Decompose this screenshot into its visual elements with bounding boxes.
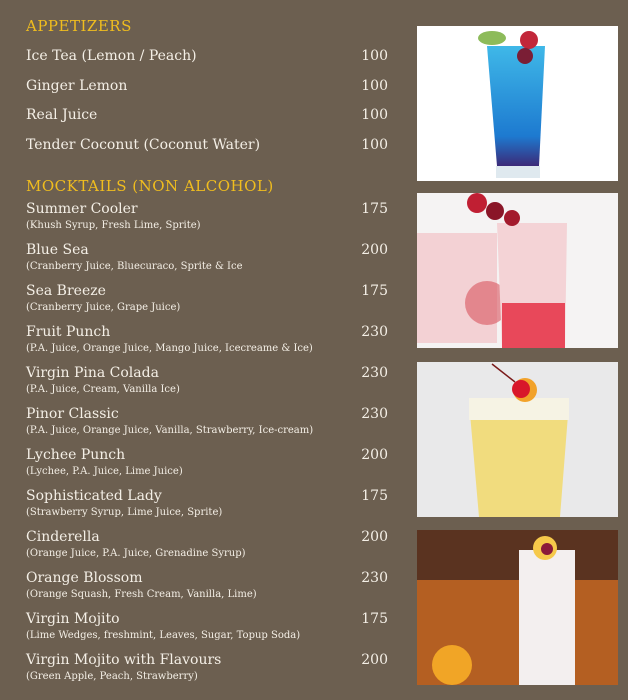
- item-price: 100: [361, 77, 388, 94]
- item-name: Cinderella: [26, 529, 100, 545]
- item-name: Virgin Mojito: [26, 611, 120, 627]
- item-price: 100: [361, 107, 388, 123]
- appetizers-heading: APPETIZERS: [26, 17, 132, 35]
- item-description: (Khush Syrup, Fresh Lime, Sprite): [26, 220, 201, 231]
- item-name: Ice Tea (Lemon / Peach): [26, 48, 197, 64]
- mocktails-heading: MOCKTAILS (NON ALCOHOL): [26, 177, 274, 195]
- item-description: (Cranberry Juice, Bluecuraco, Sprite & Ice: [26, 261, 243, 272]
- item-price: 175: [361, 201, 388, 217]
- item-price: 175: [361, 488, 388, 504]
- menu-item: [26, 242, 388, 273]
- item-name: Tender Coconut (Coconut Water): [26, 136, 261, 153]
- menu-item: [26, 283, 388, 314]
- item-description: (Orange Squash, Fresh Cream, Vanilla, Lime): [26, 589, 257, 600]
- item-description: (Lychee, P.A. Juice, Lime Juice): [26, 466, 183, 477]
- blue-drink-photo: [417, 26, 618, 181]
- menu-item: [26, 529, 388, 560]
- menu-item: [26, 324, 388, 355]
- item-name: Lychee Punch: [26, 447, 126, 463]
- menu-item: [26, 365, 388, 396]
- menu-item: [26, 201, 388, 232]
- item-price: 230: [361, 406, 388, 422]
- item-description: (Cranberry Juice, Grape Juice): [26, 302, 181, 313]
- item-name: Summer Cooler: [26, 201, 138, 217]
- menu-item: [26, 447, 388, 478]
- item-name: Pinor Classic: [26, 406, 119, 422]
- menu-item: [26, 611, 388, 642]
- item-price: 230: [361, 324, 388, 340]
- menu-item: [26, 48, 388, 65]
- item-description: (Orange Juice, P.A. Juice, Grenadine Syrup): [26, 548, 246, 559]
- item-name: Orange Blossom: [26, 570, 143, 586]
- item-name: Real Juice: [26, 107, 98, 123]
- item-price: 200: [361, 242, 388, 258]
- item-name: Virgin Pina Colada: [26, 365, 159, 381]
- item-description: (P.A. Juice, Orange Juice, Vanilla, Strawberry, Ice-cream): [26, 425, 314, 436]
- menu-item: [26, 78, 388, 95]
- item-description: (P.A. Juice, Orange Juice, Mango Juice, Icecreame & Ice): [26, 343, 313, 354]
- item-price: 230: [361, 570, 388, 586]
- item-name: Sophisticated Lady: [26, 488, 162, 504]
- menu-item: [26, 137, 388, 154]
- red-drink-photo: [417, 193, 618, 348]
- item-price: 175: [361, 283, 388, 299]
- item-price: 100: [361, 48, 388, 64]
- item-description: (P.A. Juice, Cream, Vanilla Ice): [26, 384, 180, 395]
- menu-item: [26, 488, 388, 519]
- item-name: Ginger Lemon: [26, 77, 128, 94]
- item-price: 200: [361, 447, 388, 463]
- menu-item: [26, 570, 388, 601]
- item-price: 200: [361, 652, 388, 668]
- item-description: (Lime Wedges, freshmint, Leaves, Sugar, Topup Soda): [26, 630, 301, 641]
- yellow-drink-photo: [417, 362, 618, 517]
- item-name: Fruit Punch: [26, 324, 111, 340]
- item-price: 100: [361, 136, 388, 153]
- item-price: 200: [361, 529, 388, 545]
- menu-item: [26, 652, 388, 683]
- item-name: Sea Breeze: [26, 283, 106, 299]
- item-description: (Green Apple, Peach, Strawberry): [26, 671, 198, 682]
- menu-item: [26, 406, 388, 437]
- white-drink-photo: [417, 530, 618, 685]
- item-name: Virgin Mojito with Flavours: [26, 652, 222, 668]
- item-description: (Strawberry Syrup, Lime Juice, Sprite): [26, 507, 223, 518]
- item-price: 175: [361, 611, 388, 627]
- item-price: 230: [361, 365, 388, 381]
- item-name: Blue Sea: [26, 242, 89, 258]
- menu-item: [26, 107, 388, 124]
